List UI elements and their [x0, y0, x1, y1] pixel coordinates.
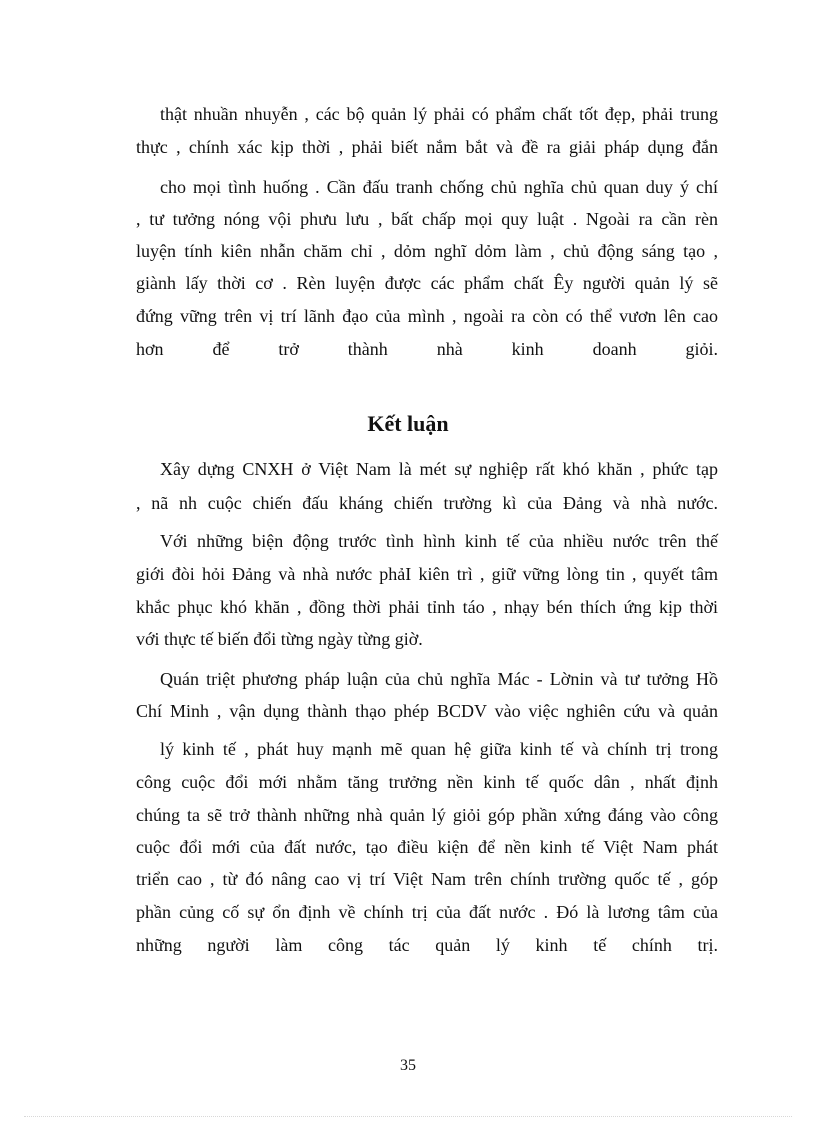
body-line: Quán triệt phương pháp luận của chủ nghĩa Mác - Lờnin và tư tưởng Hồ — [160, 669, 718, 689]
body-line: triển cao , từ đó nâng cao vị trí Việt Nam trên chính trường quốc tế , góp — [136, 869, 718, 889]
body-line: , nã nh cuộc chiến đấu kháng chiến trường kì của Đảng và nhà nước. — [136, 493, 718, 513]
body-line: , tư tưởng nóng vội phưu lưu , bất chấp mọi quy luật . Ngoài ra cần rèn — [136, 209, 718, 229]
body-line: thật nhuần nhuyễn , các bộ quản lý phải có phẩm chất tốt đẹp, phải trung — [160, 104, 718, 124]
body-line: Chí Minh , vận dụng thành thạo phép BCDV vào việc nghiên cứu và quản — [136, 701, 718, 721]
body-line: giới đòi hỏi Đảng và nhà nước phảI kiên trì , giữ vững lòng tin , quyết tâm — [136, 564, 718, 584]
body-line: Xây dựng CNXH ở Việt Nam là mét sự nghiệp rất khó khăn , phức tạp — [160, 459, 718, 479]
body-line: luyện tính kiên nhẫn chăm chỉ , dỏm nghĩ dỏm làm , chủ động sáng tạo , — [136, 241, 718, 261]
body-line: phần củng cố sự ổn định về chính trị của đất nước . Đó là lương tâm của — [136, 902, 718, 922]
body-line: đứng vững trên vị trí lãnh đạo của mình , ngoài ra còn có thể vươn lên cao — [136, 306, 718, 326]
body-line: những người làm công tác quản lý kinh tế chính trị. — [136, 935, 718, 955]
body-line: với thực tế biến đổi từng ngày từng giờ. — [136, 629, 423, 649]
body-line: hơn để trở thành nhà kinh doanh giỏi. — [136, 339, 718, 359]
page-bottom-divider — [24, 1116, 792, 1117]
body-line: chúng ta sẽ trở thành những nhà quản lý giỏi góp phần xứng đáng vào công — [136, 805, 718, 825]
page-number: 35 — [400, 1057, 416, 1074]
body-line: cho mọi tình huống . Cần đấu tranh chống chủ nghĩa chủ quan duy ý chí — [160, 177, 718, 197]
body-line: khắc phục khó khăn , đồng thời phải tỉnh táo , nhạy bén thích ứng kịp thời — [136, 597, 718, 617]
section-heading: Kết luận — [367, 411, 449, 436]
body-line: Với những biện động trước tình hình kinh tế của nhiều nước trên thế — [160, 531, 718, 551]
body-line: lý kinh tế , phát huy mạnh mẽ quan hệ giữa kinh tế và chính trị trong — [160, 739, 718, 759]
body-line: cuộc đổi mới của đất nước, tạo điều kiện để nền kinh tế Việt Nam phát — [136, 837, 718, 857]
body-line: thực , chính xác kịp thời , phải biết nắm bắt và đề ra giải pháp dụng đắn — [136, 137, 718, 157]
body-line: công cuộc đổi mới nhằm tăng trưởng nền kinh tế quốc dân , nhất định — [136, 772, 718, 792]
body-line: giành lấy thời cơ . Rèn luyện được các phẩm chất Êy người quản lý sẽ — [136, 273, 718, 293]
